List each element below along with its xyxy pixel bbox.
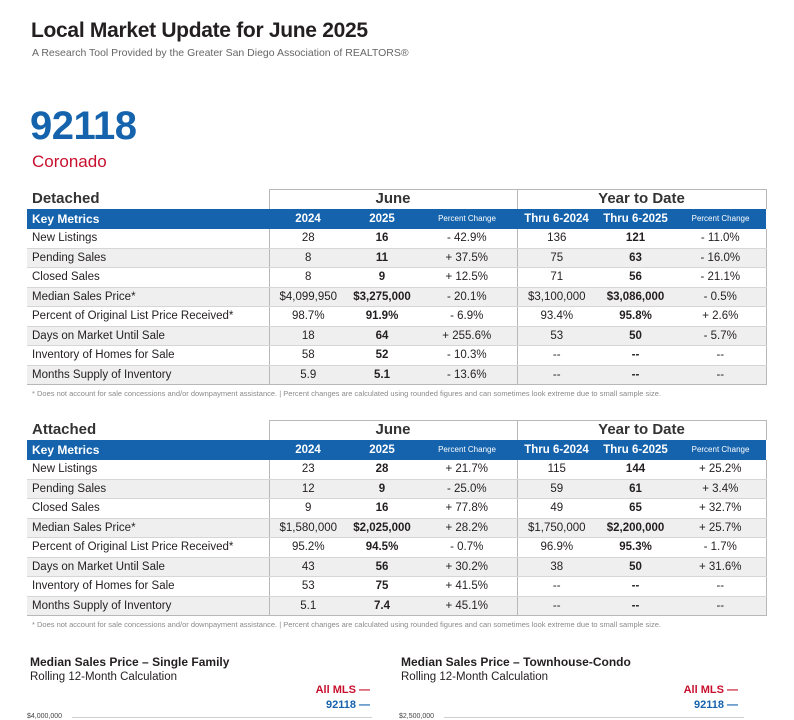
table-row <box>27 479 766 499</box>
metric-value: + 37.5% <box>417 248 517 268</box>
table-row <box>27 326 766 346</box>
metric-value: -- <box>596 365 675 385</box>
metric-value: 59 <box>517 479 596 499</box>
city-name: Coronado <box>32 152 107 171</box>
metric-value: -- <box>675 346 766 366</box>
legend-zip: 92118 — <box>693 699 738 711</box>
metric-value: 50 <box>596 557 675 577</box>
metric-value: 95.2% <box>269 538 347 558</box>
metric-name: Inventory of Homes for Sale <box>27 577 269 597</box>
metric-value: - 16.0% <box>675 248 766 268</box>
metric-value: + 32.7% <box>675 499 766 519</box>
metric-name: Inventory of Homes for Sale <box>27 346 269 366</box>
metric-value: $1,580,000 <box>269 518 347 538</box>
metric-value: 16 <box>347 229 417 249</box>
metric-name: Median Sales Price* <box>27 287 269 307</box>
chart-legend <box>316 684 370 711</box>
metric-value: $2,025,000 <box>347 518 417 538</box>
metric-value: + 3.4% <box>675 479 766 499</box>
column-header: Key Metrics <box>27 440 269 460</box>
metric-value: 56 <box>596 268 675 288</box>
chart-townhouse-condo-header <box>401 655 631 683</box>
column-header: Key Metrics <box>27 209 269 229</box>
table-row <box>27 577 766 597</box>
metrics-table <box>27 189 767 385</box>
metric-value: 9 <box>347 268 417 288</box>
legend-zip: 92118 — <box>325 699 370 711</box>
metric-value: 23 <box>269 460 347 480</box>
metric-value: 95.8% <box>596 307 675 327</box>
metric-value: -- <box>517 365 596 385</box>
metric-value: 38 <box>517 557 596 577</box>
metric-value: 56 <box>347 557 417 577</box>
metric-name: Percent of Original List Price Received* <box>27 307 269 327</box>
metric-value: 28 <box>347 460 417 480</box>
metric-value: 12 <box>269 479 347 499</box>
metric-value: 75 <box>347 577 417 597</box>
column-header: Thru 6-2024 <box>517 209 596 229</box>
metric-value: -- <box>675 365 766 385</box>
metric-value: + 25.7% <box>675 518 766 538</box>
metric-name: Closed Sales <box>27 499 269 519</box>
metric-value: 8 <box>269 248 347 268</box>
metric-value: 115 <box>517 460 596 480</box>
metric-value: 52 <box>347 346 417 366</box>
zip-code: 92118 <box>30 104 137 148</box>
metric-name: New Listings <box>27 229 269 249</box>
metric-name: Pending Sales <box>27 248 269 268</box>
metric-value: + 41.5% <box>417 577 517 597</box>
metric-value: - 42.9% <box>417 229 517 249</box>
metric-name: Percent of Original List Price Received* <box>27 538 269 558</box>
page-subtitle: A Research Tool Provided by the Greater San Diego Association of REALTORS® <box>32 47 409 59</box>
table-row <box>27 229 766 249</box>
attached-section <box>27 420 766 629</box>
table-row <box>27 460 766 480</box>
metric-value: - 6.9% <box>417 307 517 327</box>
chart-legend <box>684 684 738 711</box>
table-row <box>27 287 766 307</box>
legend-all-mls: All MLS — <box>315 684 370 696</box>
table-row <box>27 365 766 385</box>
table-row <box>27 307 766 327</box>
column-header: 2025 <box>347 209 417 229</box>
metric-value: -- <box>675 596 766 616</box>
metrics-table <box>27 420 767 616</box>
detached-section <box>27 189 766 398</box>
metric-value: $2,200,000 <box>596 518 675 538</box>
table-row <box>27 268 766 288</box>
column-header: Thru 6-2024 <box>517 440 596 460</box>
metric-name: Median Sales Price* <box>27 518 269 538</box>
metric-value: -- <box>596 596 675 616</box>
metric-value: - 25.0% <box>417 479 517 499</box>
metric-value: + 30.2% <box>417 557 517 577</box>
metric-value: 9 <box>347 479 417 499</box>
metric-value: - 21.1% <box>675 268 766 288</box>
y-tick-label: $2,500,000 <box>399 713 435 720</box>
property-type-label: Attached <box>32 421 97 438</box>
metric-value: - 0.7% <box>417 538 517 558</box>
metric-value: -- <box>596 577 675 597</box>
column-header: 2024 <box>269 440 347 460</box>
metric-value: 5.1 <box>269 596 347 616</box>
legend-all-mls: All MLS — <box>683 684 738 696</box>
page-title: Local Market Update for June 2025 <box>31 19 368 42</box>
y-tick-label: $4,000,000 <box>27 713 63 720</box>
metric-value: 75 <box>517 248 596 268</box>
footnote: * Does not account for sale concessions and/or downpayment assistance. | Percent changes are calculated using rounded figures and can sometimes look extreme due to small sample size. <box>32 389 661 398</box>
table-row <box>27 596 766 616</box>
metric-value: 64 <box>347 326 417 346</box>
metric-name: New Listings <box>27 460 269 480</box>
metric-value: 144 <box>596 460 675 480</box>
metric-value: + 28.2% <box>417 518 517 538</box>
metric-value: - 0.5% <box>675 287 766 307</box>
metric-value: 136 <box>517 229 596 249</box>
metric-value: 91.9% <box>347 307 417 327</box>
metric-value: + 2.6% <box>675 307 766 327</box>
metric-value: + 45.1% <box>417 596 517 616</box>
metric-name: Closed Sales <box>27 268 269 288</box>
metric-value: + 25.2% <box>675 460 766 480</box>
metric-value: 53 <box>517 326 596 346</box>
metric-value: -- <box>596 346 675 366</box>
column-header: Percent Change <box>675 209 766 229</box>
metric-value: 43 <box>269 557 347 577</box>
metric-value: + 21.7% <box>417 460 517 480</box>
metric-value: -- <box>517 596 596 616</box>
metric-name: Months Supply of Inventory <box>27 365 269 385</box>
chart-subtitle: Rolling 12-Month Calculation <box>401 671 549 683</box>
metric-name: Months Supply of Inventory <box>27 596 269 616</box>
metric-value: 94.5% <box>347 538 417 558</box>
metric-value: 71 <box>517 268 596 288</box>
metric-value: 11 <box>347 248 417 268</box>
gridline <box>444 717 744 718</box>
metric-value: $3,275,000 <box>347 287 417 307</box>
group-header-month: June <box>269 190 517 210</box>
metric-value: - 5.7% <box>675 326 766 346</box>
column-header: Percent Change <box>417 440 517 460</box>
metric-value: 28 <box>269 229 347 249</box>
group-header-month: June <box>269 421 517 441</box>
metric-value: $3,100,000 <box>517 287 596 307</box>
metric-value: 53 <box>269 577 347 597</box>
metric-value: 5.1 <box>347 365 417 385</box>
table-row <box>27 518 766 538</box>
metric-value: $3,086,000 <box>596 287 675 307</box>
metric-value: 63 <box>596 248 675 268</box>
metric-value: 16 <box>347 499 417 519</box>
chart-subtitle: Rolling 12-Month Calculation <box>30 671 178 683</box>
metric-value: 18 <box>269 326 347 346</box>
column-header: Percent Change <box>675 440 766 460</box>
chart-single-family-header <box>30 655 229 683</box>
column-header: 2024 <box>269 209 347 229</box>
metric-value: 93.4% <box>517 307 596 327</box>
property-type-label: Detached <box>32 190 100 207</box>
metric-value: - 13.6% <box>417 365 517 385</box>
group-header-ytd: Year to Date <box>517 190 766 210</box>
metric-value: 58 <box>269 346 347 366</box>
metric-value: 8 <box>269 268 347 288</box>
column-header: Thru 6-2025 <box>596 440 675 460</box>
metric-value: -- <box>675 577 766 597</box>
metric-value: + 255.6% <box>417 326 517 346</box>
group-header-ytd: Year to Date <box>517 421 766 441</box>
metric-value: 121 <box>596 229 675 249</box>
metric-value: 49 <box>517 499 596 519</box>
table-row <box>27 248 766 268</box>
column-header: 2025 <box>347 440 417 460</box>
metric-value: 9 <box>269 499 347 519</box>
table-row <box>27 538 766 558</box>
metric-value: $1,750,000 <box>517 518 596 538</box>
table-row <box>27 557 766 577</box>
metric-value: 50 <box>596 326 675 346</box>
metric-value: 98.7% <box>269 307 347 327</box>
metric-value: + 12.5% <box>417 268 517 288</box>
metric-value: -- <box>517 577 596 597</box>
column-header: Percent Change <box>417 209 517 229</box>
metric-value: 96.9% <box>517 538 596 558</box>
metric-value: 5.9 <box>269 365 347 385</box>
chart-title: Median Sales Price – Townhouse-Condo <box>401 655 631 669</box>
column-header: Thru 6-2025 <box>596 209 675 229</box>
metric-value: - 1.7% <box>675 538 766 558</box>
table-row <box>27 499 766 519</box>
table-row <box>27 346 766 366</box>
metric-value: $4,099,950 <box>269 287 347 307</box>
metric-value: 7.4 <box>347 596 417 616</box>
footnote: * Does not account for sale concessions and/or downpayment assistance. | Percent changes are calculated using rounded figures and can sometimes look extreme due to small sample size. <box>32 620 661 629</box>
metric-value: -- <box>517 346 596 366</box>
metric-value: - 20.1% <box>417 287 517 307</box>
metric-value: - 10.3% <box>417 346 517 366</box>
metric-value: - 11.0% <box>675 229 766 249</box>
chart-title: Median Sales Price – Single Family <box>30 655 230 669</box>
metric-name: Days on Market Until Sale <box>27 557 269 577</box>
metric-name: Pending Sales <box>27 479 269 499</box>
gridline <box>72 717 372 718</box>
metric-value: 65 <box>596 499 675 519</box>
metric-name: Days on Market Until Sale <box>27 326 269 346</box>
metric-value: + 31.6% <box>675 557 766 577</box>
metric-value: + 77.8% <box>417 499 517 519</box>
metric-value: 95.3% <box>596 538 675 558</box>
metric-value: 61 <box>596 479 675 499</box>
